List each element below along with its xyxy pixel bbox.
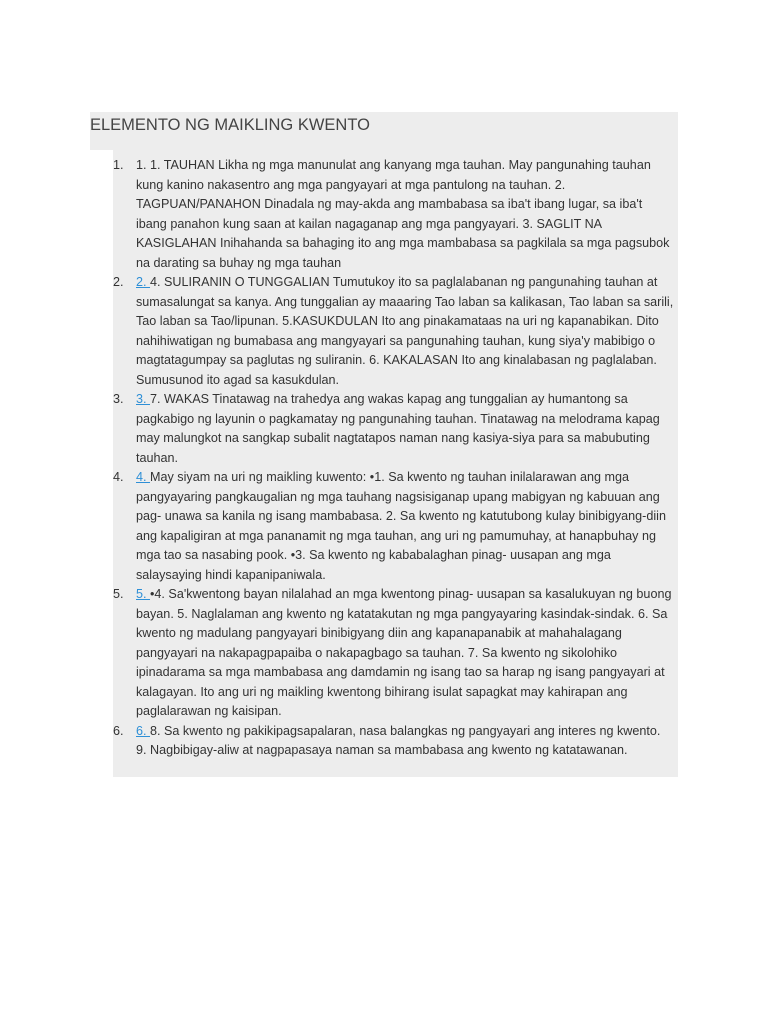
list-item: [113, 468, 678, 585]
numbered-list: [113, 156, 678, 761]
list-item-number: 4.: [113, 470, 124, 484]
list-item: [113, 722, 678, 761]
list-item-link[interactable]: 4.: [136, 470, 151, 484]
list-item: [113, 273, 678, 390]
list-item-number: 2.: [113, 275, 124, 289]
list-item: [113, 390, 678, 468]
list-item-text: May siyam na uri ng maikling kuwento: •1. Sa kwento ng tauhan inilalarawan ang mga pangyayaring pangkaugalian ng mga tauhang nagsisiganap upang mabigyan ng kabuuan ang pag- unawa sa kanila ng isang mambabasa. 2. Sa kwento ng katutubong kulay binibigyang-diin ang kapaligiran at mga pananamit ng mga tauhan, ang uri ng pamumuhay, at hanapbuhay ng mga tao sa nasabing pook. •3. Sa kwento ng kababalaghan pinag- uusapan ang mga salaysaying hindi kapanipaniwala.: [136, 470, 666, 582]
title-box: [90, 112, 678, 150]
list-item-number: 1.: [113, 158, 124, 172]
list-item-link[interactable]: 2.: [136, 275, 151, 289]
list-item-number: 6.: [113, 723, 124, 738]
list-item-text: •4. Sa'kwentong bayan nilalahad an mga kwentong pinag- uusapan sa kasalukuyan ng buong bayan. 5. Naglalaman ang kwento ng katatakutan ng mga pangyayaring kasindak-sindak. 6. Sa kwento ng madulang pangyayari binibigyang diin ang kapanapanabik at mahahalagang pangyayari na nakapagpapaiba o nakapagbago sa tauhan. 7. Sa kwento ng sikolohiko ipinadarama sa mga mambabasa ang damdamin ng isang tao sa harap ng isang pangyayari at kalagayan. Ito ang uri ng maikling kwentong bihirang isulat sapagkat may kahirapan ang paglalarawan ng kaisipan.: [136, 587, 672, 718]
list-item-link[interactable]: 3.: [136, 392, 151, 406]
list-item: [113, 585, 678, 722]
list-item-text: 1. 1. TAUHAN Likha ng mga manunulat ang kanyang mga tauhan. May pangunahing tauhan kung kanino nakasentro ang mga pangyayari at mga pantulong na tauhan. 2. TAGPUAN/PANAHON Dinadala ng may-akda ang mambabasa sa iba't ibang lugar, sa iba't ibang panahon kung saan at kailan nagaganap ang mga pangyayari. 3. SAGLIT NA KASIGLAHAN Inihahanda sa bahaging ito ang mga mambabasa sa pagkilala sa mga pagsubok na darating sa buhay ng mga tauhan: [136, 158, 670, 270]
page-title: ELEMENTO NG MAIKLING KWENTO: [90, 116, 370, 134]
list-item-link[interactable]: 5.: [136, 587, 151, 601]
list-item-number: 3.: [113, 392, 124, 406]
list-item-link[interactable]: 6.: [136, 723, 151, 738]
list-item-text: 7. WAKAS Tinatawag na trahedya ang wakas kapag ang tunggalian ay humantong sa pagkabigo ng layunin o pagkamatay ng pangunahing tauhan. Tinatawag na melodrama kapag may malungkot na sangkap subalit nagtatapos naman nang kasiya-siya para sa mabubuting tauhan.: [136, 392, 660, 465]
list-item: [113, 156, 678, 273]
content-panel: [113, 150, 678, 777]
list-item-number: 5.: [113, 587, 124, 601]
list-item-text: 8. Sa kwento ng pakikipagsapalaran, nasa balangkas ng pangyayari ang interes ng kwento. 9. Nagbibigay-aliw at nagpapasaya naman sa mambabasa ang kwento ng katatawanan.: [136, 723, 661, 757]
list-item-text: 4. SULIRANIN O TUNGGALIAN Tumutukoy ito sa paglalabanan ng pangunahing tauhan at sumasalungat sa kanya. Ang tunggalian ay maaaring Tao laban sa kalikasan, Tao laban sa sarili, Tao laban sa Tao/lipunan. 5.KASUKDULAN Ito ang pinakamataas na uri ng kapanabikan. Dito nahihiwatigan ng bumabasa ang mangyayari sa pangunahing tauhan, kung siya'y mabibigo o magtatagumpay sa paglutas ng suliranin. 6. KAKALASAN Ito ang kinalabasan ng paglalaban. Sumusunod ito agad sa kasukdulan.: [136, 275, 674, 387]
